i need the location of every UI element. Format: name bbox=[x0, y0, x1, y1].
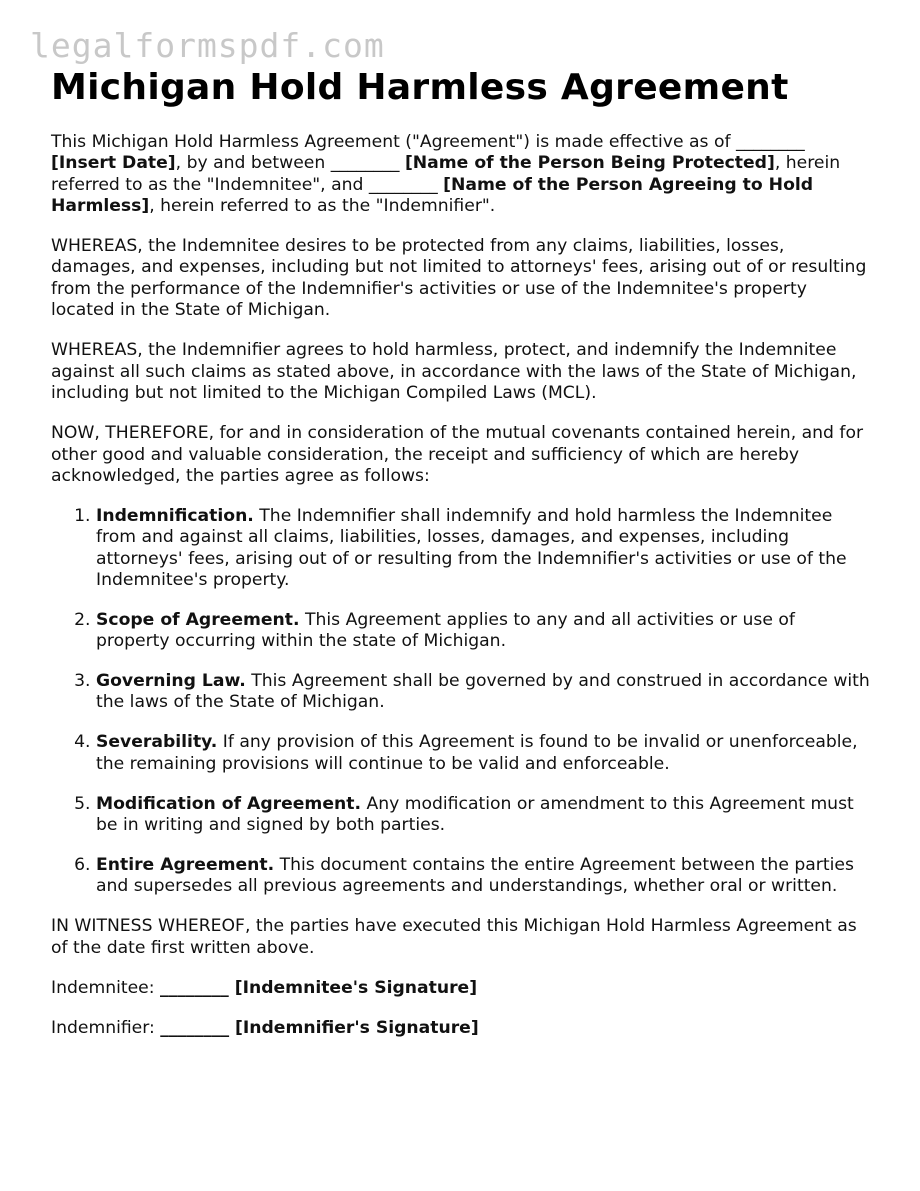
intro-paragraph bbox=[51, 132, 873, 217]
signature-label: Indemnitee: bbox=[51, 977, 160, 998]
clause-item bbox=[96, 732, 873, 775]
indemnitee-signature-line bbox=[51, 978, 873, 999]
whereas-paragraph-1: WHEREAS, the Indemnitee desires to be protected from any claims, liabilities, losses, damages, and expenses, including but not limited to attorneys' fees, arising out of or resulting from the performance of the Indemnifier's activities or use of the Indemnitee's property located in the State of Michigan. bbox=[51, 236, 867, 321]
signature-label: Indemnifier: bbox=[51, 1018, 161, 1039]
clause-item bbox=[96, 671, 873, 714]
clause-text: This document contains the entire Agreement between the parties and supersedes all previous agreements and understandings, whether oral or written. bbox=[96, 854, 854, 896]
whereas-paragraph-2: WHEREAS, the Indemnifier agrees to hold harmless, protect, and indemnify the Indemnitee against all such claims as stated above, in accordance with the laws of the State of Michigan, including but not limited to the Michigan Compiled Laws (MCL). bbox=[51, 340, 857, 403]
indemnifier-signature-line bbox=[51, 1018, 873, 1039]
document-title: Michigan Hold Harmless Agreement bbox=[51, 67, 789, 108]
clause-heading: Scope of Agreement. bbox=[96, 609, 300, 630]
clause-text: This Agreement applies to any and all activities or use of property occurring within the state of Michigan. bbox=[96, 609, 795, 652]
indemnifier-name-placeholder: [Name of the Person Agreeing to Hold Harmless] bbox=[51, 174, 814, 216]
clause-text: If any provision of this Agreement is found to be invalid or unenforceable, the remaining provisions will continue to be valid and enforceable. bbox=[96, 732, 858, 774]
clause-heading: Modification of Agreement. bbox=[96, 793, 361, 814]
clause-heading: Entire Agreement. bbox=[96, 854, 275, 875]
clause-text: This Agreement shall be governed by and construed in accordance with the laws of the State of Michigan. bbox=[96, 671, 870, 713]
clause-item bbox=[96, 610, 873, 653]
clause-text: Any modification or amendment to this Agreement must be in writing and signed by both parties. bbox=[96, 793, 854, 835]
clause-item bbox=[96, 855, 873, 898]
clause-item bbox=[96, 506, 873, 591]
insert-date-placeholder: [Insert Date] bbox=[51, 153, 176, 174]
clause-text: The Indemnifier shall indemnify and hold harmless the Indemnitee from and against all claims, liabilities, losses, damages, and expenses, including attorneys' fees, arising out of or resulting from the Indemnifier's activities or use of the Indemnitee's property. bbox=[96, 506, 847, 591]
indemnitee-signature-field[interactable]: ________ [Indemnitee's Signature] bbox=[160, 977, 478, 998]
clause-item bbox=[96, 794, 873, 837]
intro-text-4: , herein referred to as the "Indemnifier". bbox=[149, 195, 496, 216]
clause-heading: Severability. bbox=[96, 732, 218, 753]
intro-text-3: , herein referred to as the "Indemnitee", and ________ bbox=[51, 153, 841, 195]
protected-person-placeholder: [Name of the Person Being Protected] bbox=[404, 153, 775, 174]
document-page bbox=[51, 64, 873, 1039]
indemnifier-signature-field[interactable]: ________ [Indemnifier's Signature] bbox=[160, 1018, 479, 1039]
clause-heading: Indemnification. bbox=[96, 506, 254, 527]
clause-list bbox=[51, 506, 873, 897]
intro-text-2: , by and between ________ bbox=[175, 153, 405, 174]
now-therefore-paragraph: NOW, THEREFORE, for and in consideration of the mutual covenants contained herein, and for other good and valuable consideration, the receipt and sufficiency of which are hereby acknowledged, the parties agree as follows: bbox=[51, 423, 864, 486]
clause-heading: Governing Law. bbox=[96, 671, 246, 692]
watermark: legalformspdf.com bbox=[30, 26, 385, 65]
witness-paragraph: IN WITNESS WHEREOF, the parties have executed this Michigan Hold Harmless Agreement as of the date first written above. bbox=[51, 916, 857, 958]
intro-text-1: This Michigan Hold Harmless Agreement ("Agreement") is made effective as of ________ bbox=[51, 132, 805, 152]
